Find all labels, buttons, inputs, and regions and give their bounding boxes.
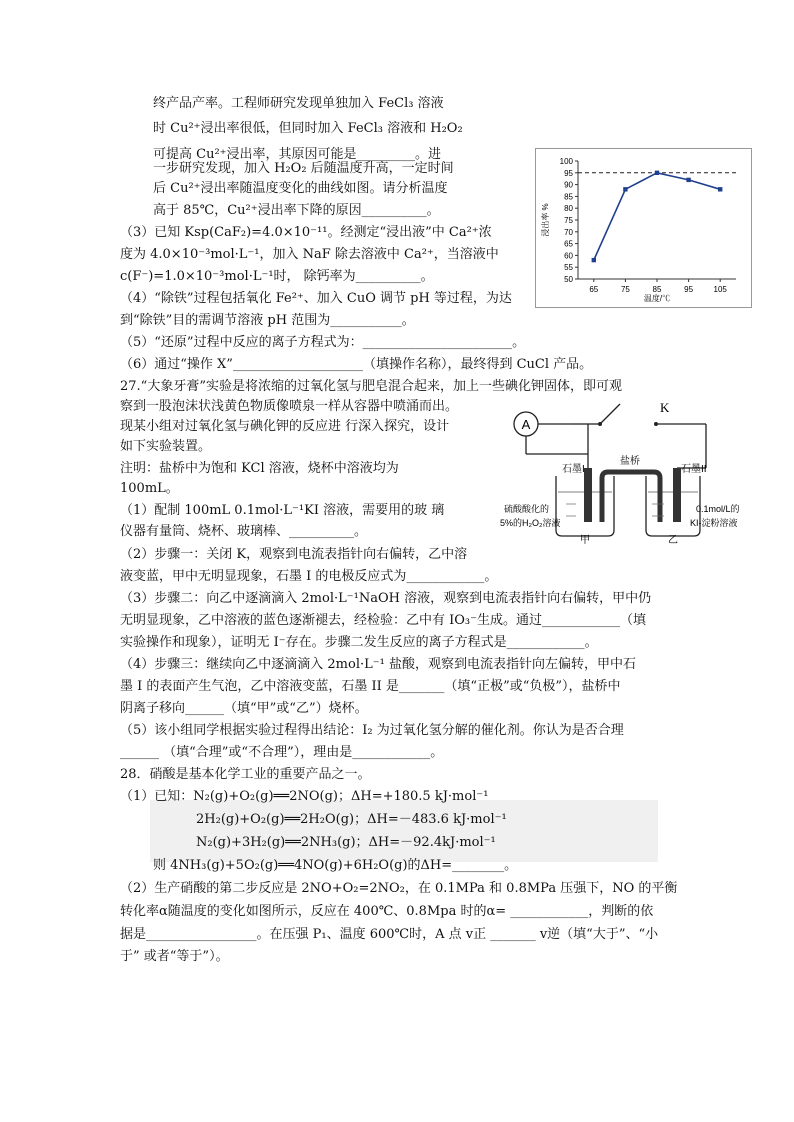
y-tick-label: 50 [564,275,573,284]
y-tick-label: 70 [564,227,573,237]
q28-line: 据是_________________。在压强 P₁、温度 600℃时，A 点 v正 _______ v逆（填“大于”、“小 [120,927,659,942]
q27-line: 如下实验装置。 [120,439,212,454]
beaker1-label: 甲 [580,535,590,546]
data-point [655,171,659,175]
y-tick-label: 85 [564,192,573,202]
data-point [592,258,596,262]
q28-line: 则 4NH₃(g)+5O₂(g)══4NO(g)+6H₂O(g)的ΔH=________。 [153,858,518,873]
electrode2-label: 石墨II [681,464,707,475]
right-solution-label-2: KI-淀粉溶液 [690,518,738,528]
y-tick-label: 100 [559,157,573,166]
q27-line: 察到一股泡沫状浅黄色物质像喷泉一样从容器中喷涌而出。 [120,399,459,414]
salt-bridge-label: 盐桥 [620,456,640,467]
q26-line: 终产品产率。工程师研究发现单独加入 FeCl₃ 溶液 [153,96,444,111]
q27-line: （1）配制 100mL 0.1mol·L⁻¹KI 溶液，需要用的玻 璃 [120,503,445,518]
q26-line: 到“除铁”目的需调节溶液 pH 范围为___________。 [120,313,415,328]
q26-line: 可提高 Cu²⁺浸出率，其原因可能是_________。进 [153,147,442,162]
x-tick-label: 65 [589,285,599,294]
q27-line: 100mL。 [120,481,179,496]
electrode1-label: 石墨I [562,464,585,475]
q27-line: 阴离子移向______（填“甲”或“乙”）烧杯。 [120,701,368,716]
y-tick-label: 80 [564,204,573,214]
q27-line: 墨 I 的表面产生气泡，乙中溶液变蓝，石墨 II 是_______（填“正极”或“负极”），盐桥中 [120,679,621,694]
apparatus-svg [496,392,740,546]
q26-line: 后 Cu²⁺浸出率随温度变化的曲线如图。请分析温度 [153,181,448,196]
q27-line: （4）步骤三：继续向乙中逐滴滴入 2mol·L⁻¹ 盐酸，观察到电流表指针向左偏转，甲中石 [120,657,636,672]
q28-line: 28．硝酸是基本化学工业的重要产品之一。 [120,767,371,782]
x-tick-label: 95 [684,285,694,294]
x-tick-label: 85 [652,285,662,294]
series-line [594,173,720,260]
q27-line: （5）该小组同学根据实验过程得出结论：I₂ 为过氧化氢分解的催化剂。你认为是否合理 [120,723,624,738]
left-solution-label-1: 硫酸酸化的 [504,504,550,514]
q27-line: （2）步骤一：关闭 K，观察到电流表指针向右偏转，乙中溶 [120,547,468,562]
q26-line: c(F⁻)=1.0×10⁻³mol·L⁻¹时， 除钙率为__________。 [120,269,434,284]
q26-line: （6）通过“操作 X”____________________（填操作名称），最终得到 CuCl 产品。 [120,357,593,372]
q27-line: 无明显现象，乙中溶液的蓝色逐渐褪去，经检验：乙中有 IO₃⁻生成。通过____________（填 [120,613,646,628]
q27-line: 液变蓝，甲中无明显现象，石墨 I 的电极反应式为____________。 [120,569,498,584]
q27-line: （3）步骤二：向乙中逐滴滴入 2mol·L⁻¹NaOH 溶液，观察到电流表指针向右偏转，甲中仍 [120,591,652,606]
q28-line: N₂(g)+3H₂(g)══2NH₃(g)；ΔH=－92.4kJ·mol⁻¹ [196,835,496,850]
q27-line: 现某小组对过氧化氢与碘化钾的反应进 行深入探究，设计 [120,419,450,434]
q26-line: （4）“除铁”过程包括氧化 Fe²⁺、加入 CuO 调节 pH 等过程，为达 [120,291,512,306]
q28-line: （1）已知：N₂(g)+O₂(g)══2NO(g)；ΔH=+180.5 kJ·mol⁻¹ [120,789,489,804]
q26-line: 度为 4.0×10⁻³mol·L⁻¹，加入 NaF 除去溶液中 Ca²⁺，当溶液中 [120,247,499,262]
q27-line: 仪器有量筒、烧杯、玻璃棒、__________。 [120,524,368,539]
y-axis-label: 浸出率 % [541,203,550,237]
equation-shaded-block [150,800,658,862]
q28-line: （2）生产硝酸的第二步反应是 2NO+O₂=2NO₂，在 0.1MPa 和 0.8MPa 压强下，NO 的平衡 [120,881,678,896]
y-tick-label: 60 [564,251,573,261]
data-point [623,187,627,191]
galvanic-cell-diagram [496,392,740,546]
switch-label: K [660,400,670,415]
q26-line: 时 Cu²⁺浸出率很低，但同时加入 FeCl₃ 溶液和 H₂O₂ [153,121,463,136]
q28-line: 于” 或者“等于”）。 [120,949,229,964]
y-tick-label: 65 [564,239,573,249]
q26-line: 一步研究发现，加入 H₂O₂ 后随温度升高，一定时间 [153,161,454,176]
data-point [686,178,690,182]
y-tick-label: 90 [564,180,573,190]
y-tick-label: 95 [564,168,573,178]
salt-bridge [602,472,660,522]
x-tick-label: 105 [713,285,727,294]
q27-line: ______ （填“合理”或“不合理”），理由是____________。 [120,745,444,760]
left-solution-label-2: 5%的H₂O₂溶液 [500,518,561,528]
y-tick-label: 55 [564,263,573,273]
q27-line: 注明：盐桥中为饱和 KCl 溶液，烧杯中溶液均为 [120,461,399,476]
q26-line: 高于 85℃，Cu²⁺浸出率下降的原因__________。 [153,203,440,218]
x-tick-label: 75 [620,285,630,294]
chart-svg [536,149,751,307]
y-tick-label: 75 [564,216,573,225]
q27-line: 实验操作和现象），证明无 I⁻存在。步骤二发生反应的离子方程式是____________。 [120,635,598,650]
electrode-left [584,468,592,522]
x-axis-label: 温度/℃ [643,294,671,303]
electrode-right [673,468,681,522]
q27-line: 27.“大象牙膏”实验是将浓缩的过氧化氢与肥皂混合起来，加上一些碘化钾固体，即可观 [120,379,622,394]
q26-line: （5）“还原”过程中反应的离子方程式为：_______________________。 [120,335,526,350]
q26-line: （3）已知 Ksp(CaF₂)=4.0×10⁻¹¹。经测定“浸出液”中 Ca²⁺浓 [120,225,492,240]
leaching-rate-chart [535,148,752,308]
right-solution-label-1: 0.1mol/L的 [696,504,740,514]
ammeter-label: A [521,417,531,432]
q28-line: 2H₂(g)+O₂(g)══2H₂O(g)；ΔH=－483.6 kJ·mol⁻¹ [196,812,507,827]
beaker2-label: 乙 [668,535,678,546]
data-point [718,187,722,191]
q28-line: 转化率α随温度的变化如图所示，反应在 400℃、0.8Mpa 时的α= ____________，判断的依 [120,904,654,919]
